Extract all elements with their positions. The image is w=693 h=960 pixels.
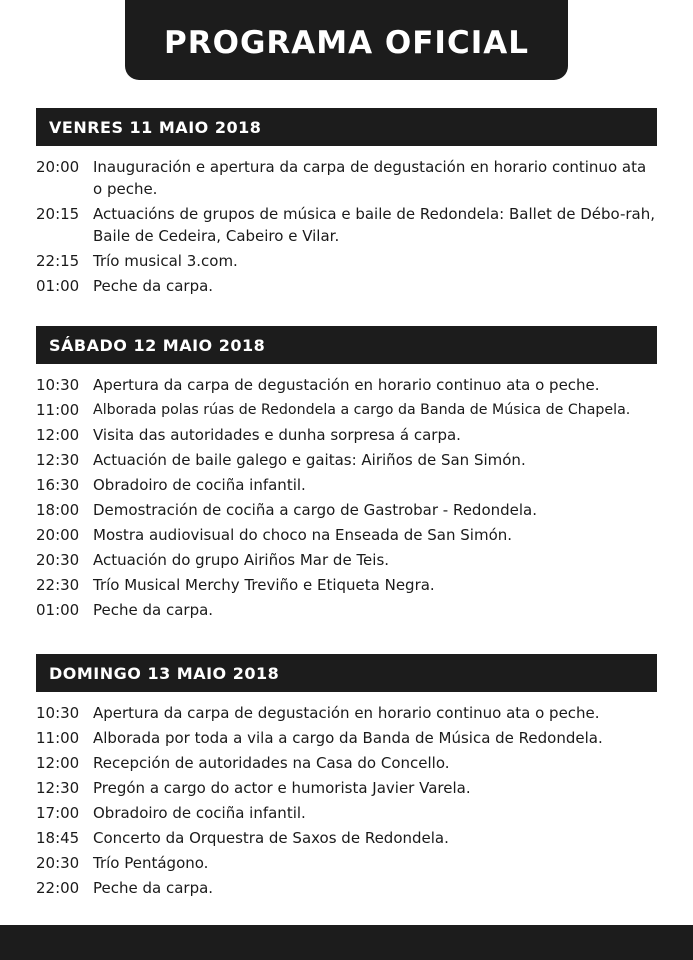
event-description: Recepción de autoridades na Casa do Concello. [93, 754, 450, 772]
event-description: Obradoiro de cociña infantil. [93, 804, 306, 822]
event-item [36, 702, 657, 724]
day-heading-sabado: SÁBADO 12 MAIO 2018 [36, 326, 657, 364]
event-description: Inauguración e apertura da carpa de degustación en horario continuo ata o peche. [93, 158, 647, 198]
event-item [36, 449, 657, 471]
event-item [36, 424, 657, 446]
event-time: 18:00 [36, 501, 80, 519]
event-time: 12:30 [36, 779, 80, 797]
event-time: 22:00 [36, 879, 80, 897]
event-description: Actuacións de grupos de música e baile de Redondela: Ballet de Débo-rah, Baile de Cedeira, Cabeiro e Vilar. [93, 205, 656, 245]
event-description: Actuación de baile galego e gaitas: Airiños de San Simón. [93, 451, 526, 469]
event-list-venres [36, 156, 657, 300]
event-description: Trío musical 3.com. [93, 252, 238, 270]
day-heading-domingo: DOMINGO 13 MAIO 2018 [36, 654, 657, 692]
event-description: Trío Musical Merchy Treviño e Etiqueta Negra. [93, 576, 435, 594]
event-time: 10:30 [36, 704, 80, 722]
event-item [36, 203, 657, 247]
event-item [36, 549, 657, 571]
event-item [36, 877, 657, 899]
title-banner [125, 0, 568, 80]
event-item [36, 852, 657, 874]
event-time: 01:00 [36, 601, 80, 619]
event-description: Apertura da carpa de degustación en horario continuo ata o peche. [93, 704, 600, 722]
event-time: 16:30 [36, 476, 80, 494]
event-time: 12:00 [36, 426, 80, 444]
event-description: Actuación do grupo Airiños Mar de Teis. [93, 551, 390, 569]
event-description: Concerto da Orquestra de Saxos de Redondela. [93, 829, 449, 847]
event-time: 20:15 [36, 205, 80, 223]
event-description: Apertura da carpa de degustación en horario continuo ata o peche. [93, 376, 600, 394]
event-item [36, 802, 657, 824]
event-item [36, 574, 657, 596]
event-item [36, 275, 657, 297]
event-item [36, 474, 657, 496]
event-time: 12:30 [36, 451, 80, 469]
event-item [36, 524, 657, 546]
event-description: Peche da carpa. [93, 879, 214, 897]
event-description: Mostra audiovisual do choco na Enseada de San Simón. [93, 526, 513, 544]
event-item [36, 499, 657, 521]
event-item [36, 752, 657, 774]
event-item [36, 250, 657, 272]
event-time: 11:00 [36, 729, 80, 747]
event-time: 11:00 [36, 401, 80, 419]
event-list-sabado [36, 374, 657, 624]
event-description: Visita das autoridades e dunha sorpresa á carpa. [93, 426, 461, 444]
footer-bar [0, 925, 693, 960]
event-item [36, 827, 657, 849]
event-time: 18:45 [36, 829, 80, 847]
event-time: 17:00 [36, 804, 80, 822]
event-item [36, 727, 657, 749]
event-description: Alborada por toda a vila a cargo da Banda de Música de Redondela. [93, 729, 603, 747]
event-time: 20:30 [36, 551, 80, 569]
event-list-domingo [36, 702, 657, 902]
event-item [36, 399, 657, 421]
event-description: Obradoiro de cociña infantil. [93, 476, 306, 494]
event-time: 20:00 [36, 158, 80, 176]
event-item [36, 156, 657, 200]
event-item [36, 777, 657, 799]
event-description: Trío Pentágono. [93, 854, 209, 872]
page-title: PROGRAMA OFICIAL [164, 25, 529, 61]
event-time: 20:30 [36, 854, 80, 872]
event-time: 10:30 [36, 376, 80, 394]
event-item [36, 599, 657, 621]
event-description: Pregón a cargo do actor e humorista Javier Varela. [93, 779, 471, 797]
event-time: 20:00 [36, 526, 80, 544]
event-time: 22:30 [36, 576, 80, 594]
event-time: 12:00 [36, 754, 80, 772]
event-description: Peche da carpa. [93, 277, 214, 295]
event-time: 01:00 [36, 277, 80, 295]
event-item [36, 374, 657, 396]
event-description: Demostración de cociña a cargo de Gastrobar - Redondela. [93, 501, 538, 519]
event-description: Alborada polas rúas de Redondela a cargo da Banda de Música de Chapela. [93, 402, 631, 418]
event-description: Peche da carpa. [93, 601, 214, 619]
day-heading-venres: VENRES 11 MAIO 2018 [36, 108, 657, 146]
event-time: 22:15 [36, 252, 80, 270]
